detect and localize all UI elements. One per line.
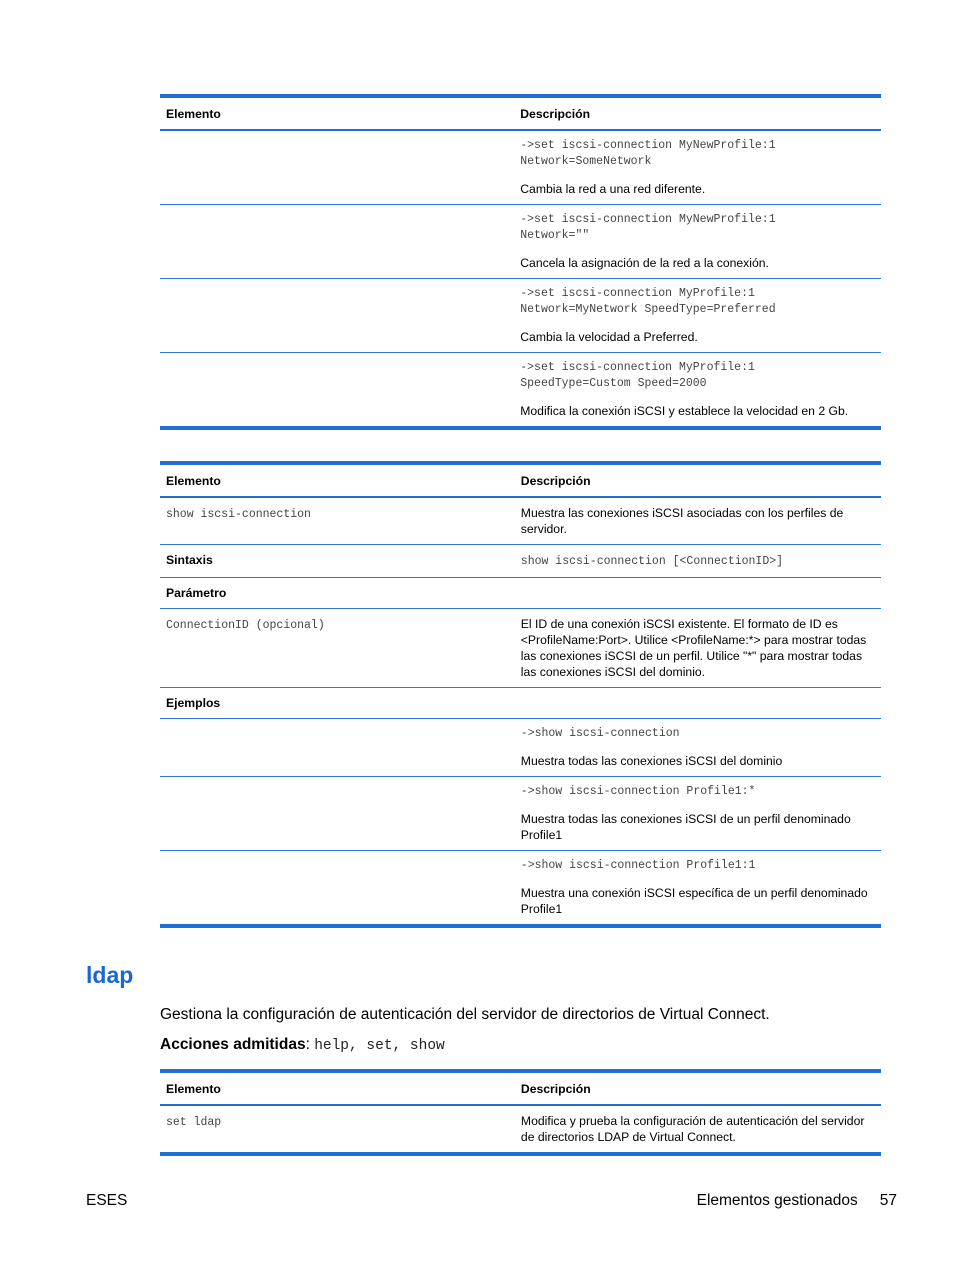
parameter-label: Parámetro (160, 578, 515, 609)
table-row (160, 205, 881, 279)
example-command: ->set iscsi-connection MyProfile:1 Network=MyNetwork SpeedType=Preferred (520, 287, 776, 316)
syntax-label: Sintaxis (160, 545, 515, 578)
example-command: ->set iscsi-connection MyNewProfile:1 Network=SomeNetwork (520, 139, 776, 168)
actions-label: Acciones admitidas (160, 1036, 306, 1053)
table-row (160, 777, 881, 851)
supported-actions (160, 1036, 445, 1054)
column-header-elemento: Elemento (160, 96, 514, 130)
syntax-value: show iscsi-connection [<ConnectionID>] (520, 555, 784, 568)
example-description: Modifica la conexión iSCSI y establece la velocidad en 2 Gb. (520, 404, 849, 418)
actions-separator: : (305, 1036, 315, 1053)
table-row (160, 688, 881, 719)
example-command: ->set iscsi-connection MyNewProfile:1 Network="" (520, 213, 776, 242)
column-header-descripcion: Descripción (515, 463, 881, 497)
page-number: 57 (879, 1192, 897, 1209)
table-row (160, 719, 881, 777)
example-description: Cancela la asignación de la red a la conexión. (520, 256, 769, 270)
show-iscsi-connection-table (160, 461, 881, 928)
column-header-descripcion: Descripción (514, 96, 881, 130)
example-description: Muestra una conexión iSCSI específica de un perfil denominado Profile1 (520, 886, 868, 916)
actions-value: help, set, show (314, 1038, 445, 1054)
table-row (160, 497, 881, 545)
table-row (160, 578, 881, 609)
table-row (160, 609, 881, 688)
table-row (160, 1105, 881, 1154)
column-header-elemento: Elemento (160, 1071, 515, 1105)
example-command: ->show iscsi-connection (520, 727, 680, 740)
table-row (160, 851, 881, 927)
example-description: Cambia la velocidad a Preferred. (520, 330, 698, 344)
set-examples-table (160, 94, 881, 430)
table-row (160, 279, 881, 353)
example-description: Muestra todas las conexiones iSCSI de un perfil denominado Profile1 (520, 812, 851, 842)
command-name: set ldap (166, 1116, 222, 1129)
table-row (160, 545, 881, 578)
column-header-elemento: Elemento (160, 463, 515, 497)
parameter-description: El ID de una conexión iSCSI existente. El formato de ID es <ProfileName:Port>. Utilice <ProfileName:*> para mostrar todas las conexiones iSCSI de un perfil. Utilice "*" para mostrar todas las conexiones iSCSI del dominio. (515, 609, 881, 688)
example-description: Cambia la red a una red diferente. (520, 182, 706, 196)
parameter-name: ConnectionID (opcional) (166, 619, 325, 632)
example-command: ->set iscsi-connection MyProfile:1 SpeedType=Custom Speed=2000 (520, 361, 755, 390)
section-title: ldap (86, 962, 134, 988)
footer-locale: ESES (86, 1192, 128, 1209)
example-command: ->show iscsi-connection Profile1:* (520, 785, 756, 798)
command-description: Muestra las conexiones iSCSI asociadas con los perfiles de servidor. (515, 497, 881, 545)
footer-section: Elementos gestionados (696, 1192, 858, 1209)
footer-right (697, 1192, 897, 1210)
table-row (160, 130, 881, 205)
column-header-descripcion: Descripción (515, 1071, 881, 1105)
table-row (160, 353, 881, 429)
examples-label: Ejemplos (160, 688, 515, 719)
ldap-table (160, 1069, 881, 1156)
example-description: Muestra todas las conexiones iSCSI del dominio (520, 754, 783, 768)
section-intro: Gestiona la configuración de autenticación del servidor de directorios de Virtual Connect. (160, 1006, 770, 1023)
command-description: Modifica y prueba la configuración de autenticación del servidor de directorios LDAP de Virtual Connect. (520, 1114, 865, 1144)
command-name: show iscsi-connection (166, 508, 311, 521)
example-command: ->show iscsi-connection Profile1:1 (520, 859, 756, 872)
